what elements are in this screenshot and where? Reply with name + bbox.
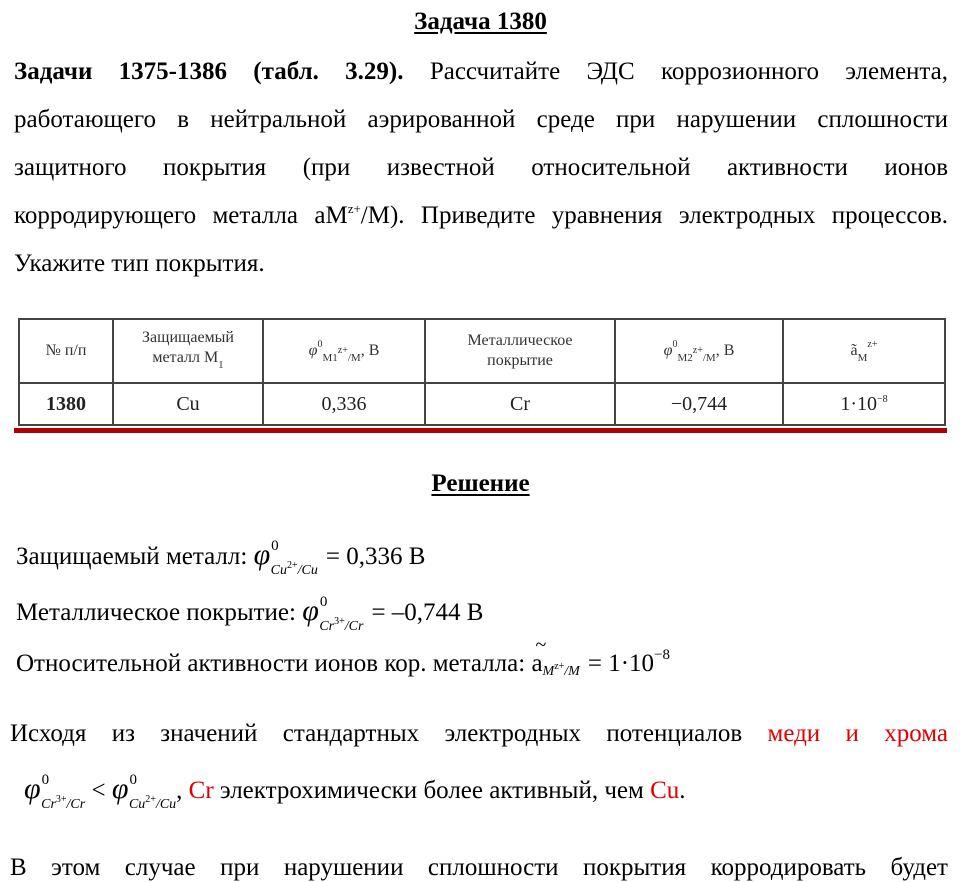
activity-line [16, 634, 671, 679]
coating-label: Металлическое покрытие: [16, 599, 303, 626]
problem-sup: z+ [347, 201, 361, 216]
activity-label: Относительной активности ионов кор. металла: [16, 650, 532, 677]
header-num: № п/п [19, 319, 113, 383]
cell-num: 1380 [19, 383, 113, 425]
cell-coating: Cr [425, 383, 615, 425]
cell-metal: Cu [113, 383, 263, 425]
data-table [18, 318, 946, 426]
protected-metal-line [16, 538, 426, 578]
cell-phi1: 0,336 [263, 383, 425, 425]
continuation-paragraph: В этом случае при нарушении сплошности покрытия корродировать будет [10, 854, 948, 881]
problem-statement [14, 48, 948, 288]
table-red-rule [14, 428, 947, 433]
header-activity: $ã_M^{z+}$ [783, 319, 945, 383]
data-table-block [14, 318, 947, 433]
potentials-red-text: меди и хрома [767, 720, 948, 747]
header-coating: Металлическое покрытие [425, 319, 615, 383]
table-header-row [19, 319, 945, 383]
comparison-cu: Cu [650, 777, 680, 804]
potentials-paragraph [10, 720, 948, 748]
comparison-line: $\varphi^0_{Cr^{3+}/Cr} < \varphi^0_{Cu^{2+}/Cu}$, Cr электрохимически более активный, чем Cu. [24, 772, 686, 812]
coating-line [16, 594, 484, 634]
solution-title: Решение [431, 470, 530, 497]
problem-text-b: /M). Приведите уравнения электродных процессов. Укажите тип покрытия. [14, 202, 948, 277]
comparison-middle: электрохимически более активный, чем [213, 777, 651, 804]
protected-metal-label: Защищаемый металл: [16, 543, 254, 570]
comparison-cr: Cr [188, 777, 214, 804]
comparison-formula: $\varphi^0_{Cr^{3+}/Cr} < \varphi^0_{Cu^{2+}/Cu}$ [24, 772, 177, 812]
page-title: Задача 1380 [414, 8, 547, 35]
protected-metal-formula: $\varphi^0_{Cu^{2+}/Cu}= 0,336$ В [253, 538, 426, 578]
header-phi1: $\varphi^0_{M1z+/M}$, В [263, 319, 425, 383]
cell-phi2: −0,744 [615, 383, 783, 425]
problem-text-a: Рассчитайте ЭДС коррозионного элемента, работающего в нейтральной аэрированной среде при нарушении сплошности защитного покрытия (при известной относительной активности ионов корродирующего металла aM [14, 58, 948, 229]
coating-formula: $\varphi^0_{Cr^{3+}/Cr}= -0,744$ В [302, 594, 484, 634]
header-phi2: $\varphi^0_{M2z+/M}$, В [615, 319, 783, 383]
potentials-text: Исходя из значений стандартных электродных потенциалов [10, 720, 768, 747]
table-row [19, 383, 945, 425]
activity-formula: ~ $aM^{z+}/M = 1\cdot 10^{-8}$ [531, 634, 671, 679]
problem-lead: Задачи 1375-1386 (табл. 3.29). [14, 58, 404, 85]
cell-activity: $1\cdot 10^{-8}$ [783, 383, 945, 425]
header-metal: Защищаемый металл $M_1$ [113, 319, 263, 383]
